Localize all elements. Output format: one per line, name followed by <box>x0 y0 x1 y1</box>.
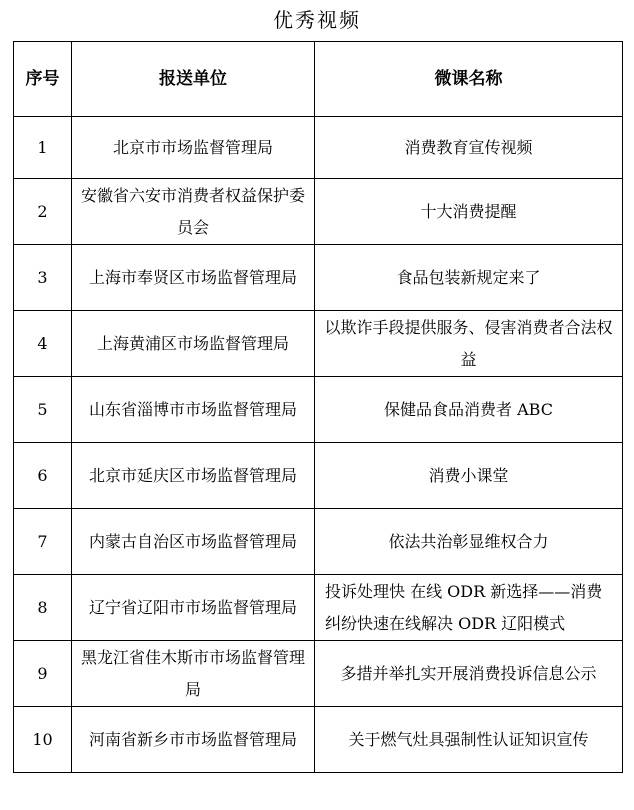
cell-no: 2 <box>14 179 72 245</box>
cell-unit: 辽宁省辽阳市市场监督管理局 <box>72 575 315 641</box>
cell-no: 1 <box>14 117 72 179</box>
cell-no: 7 <box>14 509 72 575</box>
table-row <box>14 707 623 773</box>
header-course: 微课名称 <box>315 42 623 117</box>
cell-course: 消费教育宣传视频 <box>315 117 623 179</box>
cell-unit: 内蒙古自治区市场监督管理局 <box>72 509 315 575</box>
cell-no: 4 <box>14 311 72 377</box>
table-row <box>14 575 623 641</box>
cell-unit: 安徽省六安市消费者权益保护委员会 <box>72 179 315 245</box>
cell-course: 多措并举扎实开展消费投诉信息公示 <box>315 641 623 707</box>
table-row <box>14 641 623 707</box>
cell-course: 保健品食品消费者 ABC <box>315 377 623 443</box>
cell-unit: 黑龙江省佳木斯市市场监督管理局 <box>72 641 315 707</box>
cell-unit: 河南省新乡市市场监督管理局 <box>72 707 315 773</box>
cell-no: 8 <box>14 575 72 641</box>
awards-table <box>13 41 623 773</box>
cell-course: 投诉处理快 在线 ODR 新选择——消费纠纷快速在线解决 ODR 辽阳模式 <box>315 575 623 641</box>
table-row <box>14 509 623 575</box>
cell-no: 6 <box>14 443 72 509</box>
cell-unit: 上海黄浦区市场监督管理局 <box>72 311 315 377</box>
cell-unit: 上海市奉贤区市场监督管理局 <box>72 245 315 311</box>
cell-unit: 山东省淄博市市场监督管理局 <box>72 377 315 443</box>
cell-course: 食品包装新规定来了 <box>315 245 623 311</box>
header-unit: 报送单位 <box>72 42 315 117</box>
table-row <box>14 245 623 311</box>
cell-unit: 北京市市场监督管理局 <box>72 117 315 179</box>
cell-no: 10 <box>14 707 72 773</box>
cell-no: 9 <box>14 641 72 707</box>
cell-course: 消费小课堂 <box>315 443 623 509</box>
cell-course: 十大消费提醒 <box>315 179 623 245</box>
table-row <box>14 377 623 443</box>
table-row <box>14 179 623 245</box>
table-header-row <box>14 42 623 117</box>
table-row <box>14 443 623 509</box>
cell-course: 以欺诈手段提供服务、侵害消费者合法权益 <box>315 311 623 377</box>
cell-no: 5 <box>14 377 72 443</box>
cell-course: 关于燃气灶具强制性认证知识宣传 <box>315 707 623 773</box>
table-row <box>14 117 623 179</box>
cell-course: 依法共治彰显维权合力 <box>315 509 623 575</box>
page-title: 优秀视频 <box>273 8 361 32</box>
header-no: 序号 <box>14 42 72 117</box>
cell-no: 3 <box>14 245 72 311</box>
table-row <box>14 311 623 377</box>
cell-unit: 北京市延庆区市场监督管理局 <box>72 443 315 509</box>
